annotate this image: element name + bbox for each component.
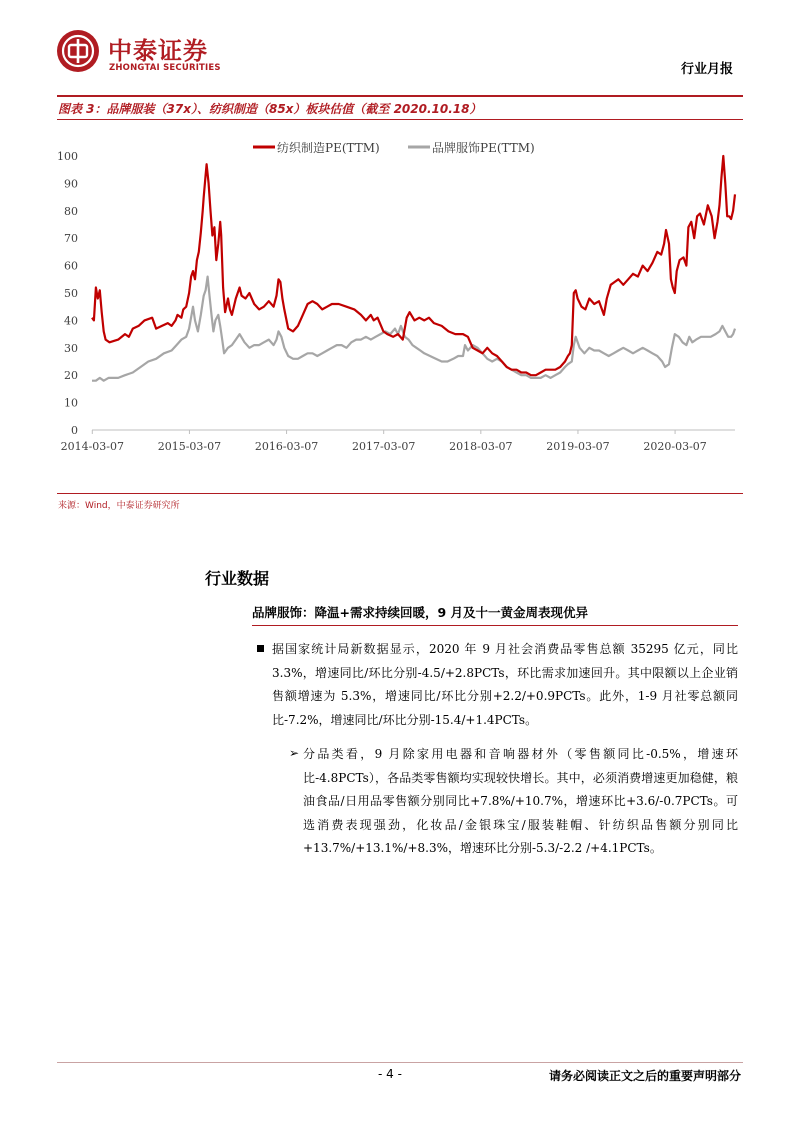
x-tick-label: 2020-03-07 — [643, 440, 707, 453]
footer-divider — [57, 1062, 743, 1063]
legend-label-apparel: 品牌服饰PE(TTM) — [432, 141, 535, 155]
company-logo-icon — [57, 30, 99, 72]
paragraph-categories: 分品类看，9 月除家用电器和音响器材外（零售额同比-0.5%，增速环比-4.8PCTs），各品类零售额均实现较快增长。其中，必须消费增速更加稳健，粮油食品/日用品零售额分别同比+7.8%/+10.7%，增速环比+3.6/-0.7PCTs。可选消费表现强劲，化妆品/金银珠宝/服装鞋帽、针纺织品售额分别同比+13.7%/+13.1%/+8.3%，增速环比分别-5.3/-2.2 /+4.1PCTs。 — [303, 747, 738, 856]
figure-title: 图表 3：品牌服装（37x）、纺织制造（85x）板块估值（截至 2020.10.18） — [58, 102, 482, 116]
y-tick-label: 60 — [64, 259, 78, 273]
subheading-divider — [252, 625, 738, 626]
x-tick-label: 2017-03-07 — [351, 440, 416, 453]
y-tick-label: 10 — [64, 396, 78, 410]
y-tick-label: 0 — [71, 424, 78, 437]
x-tick-label: 2016-03-07 — [254, 440, 319, 453]
series-line-textile — [92, 156, 735, 375]
figure-source: 来源：Wind，中泰证券研究所 — [58, 501, 180, 511]
y-tick-label: 80 — [64, 204, 78, 218]
x-tick-label: 2015-03-07 — [157, 440, 222, 453]
pe-valuation-chart — [57, 125, 743, 465]
y-tick-label: 30 — [64, 341, 78, 355]
y-tick-label: 70 — [64, 232, 78, 246]
paragraph-retail-sales: 据国家统计局新数据显示，2020 年 9 月社会消费品零售总额 35295 亿元，同比 3.3%，增速同比/环比分别-4.5/+2.8PCTs，环比需求加速回升。其中限额以上企业销售额增速为 5.3%，增速同比/环比分别+2.2/+0.9PCTs。此外，1-9 月社零总额同比-7.2%，增速同比/环比分别-15.4/+1.4PCTs。 — [272, 642, 738, 727]
section-title: 行业数据 — [205, 569, 270, 588]
bullet-square-icon — [257, 645, 264, 652]
header-divider — [57, 95, 743, 97]
footer-disclaimer: 请务必阅读正文之后的重要声明部分 — [548, 1069, 741, 1083]
y-tick-label: 100 — [57, 150, 78, 163]
legend-label-textile: 纺织制造PE(TTM) — [277, 141, 380, 155]
y-tick-label: 40 — [64, 314, 78, 328]
figure-title-divider — [57, 119, 743, 120]
y-tick-label: 20 — [64, 369, 78, 383]
y-tick-label: 90 — [64, 177, 78, 191]
subheading: 品牌服饰：降温+需求持续回暖，9 月及十一黄金周表现优异 — [252, 605, 589, 620]
arrow-bullet-icon: ➢ — [289, 746, 300, 760]
x-tick-label: 2018-03-07 — [449, 440, 513, 453]
page-number: - 4 - — [378, 1067, 402, 1081]
source-divider — [57, 493, 743, 494]
x-tick-label: 2019-03-07 — [546, 440, 610, 453]
y-tick-label: 50 — [64, 287, 78, 300]
logo-chinese-name: 中泰证券 — [108, 37, 208, 65]
document-type: 行业月报 — [680, 62, 733, 77]
x-tick-label: 2014-03-07 — [60, 440, 125, 453]
logo-english-name: ZHONGTAI SECURITIES — [109, 63, 221, 73]
